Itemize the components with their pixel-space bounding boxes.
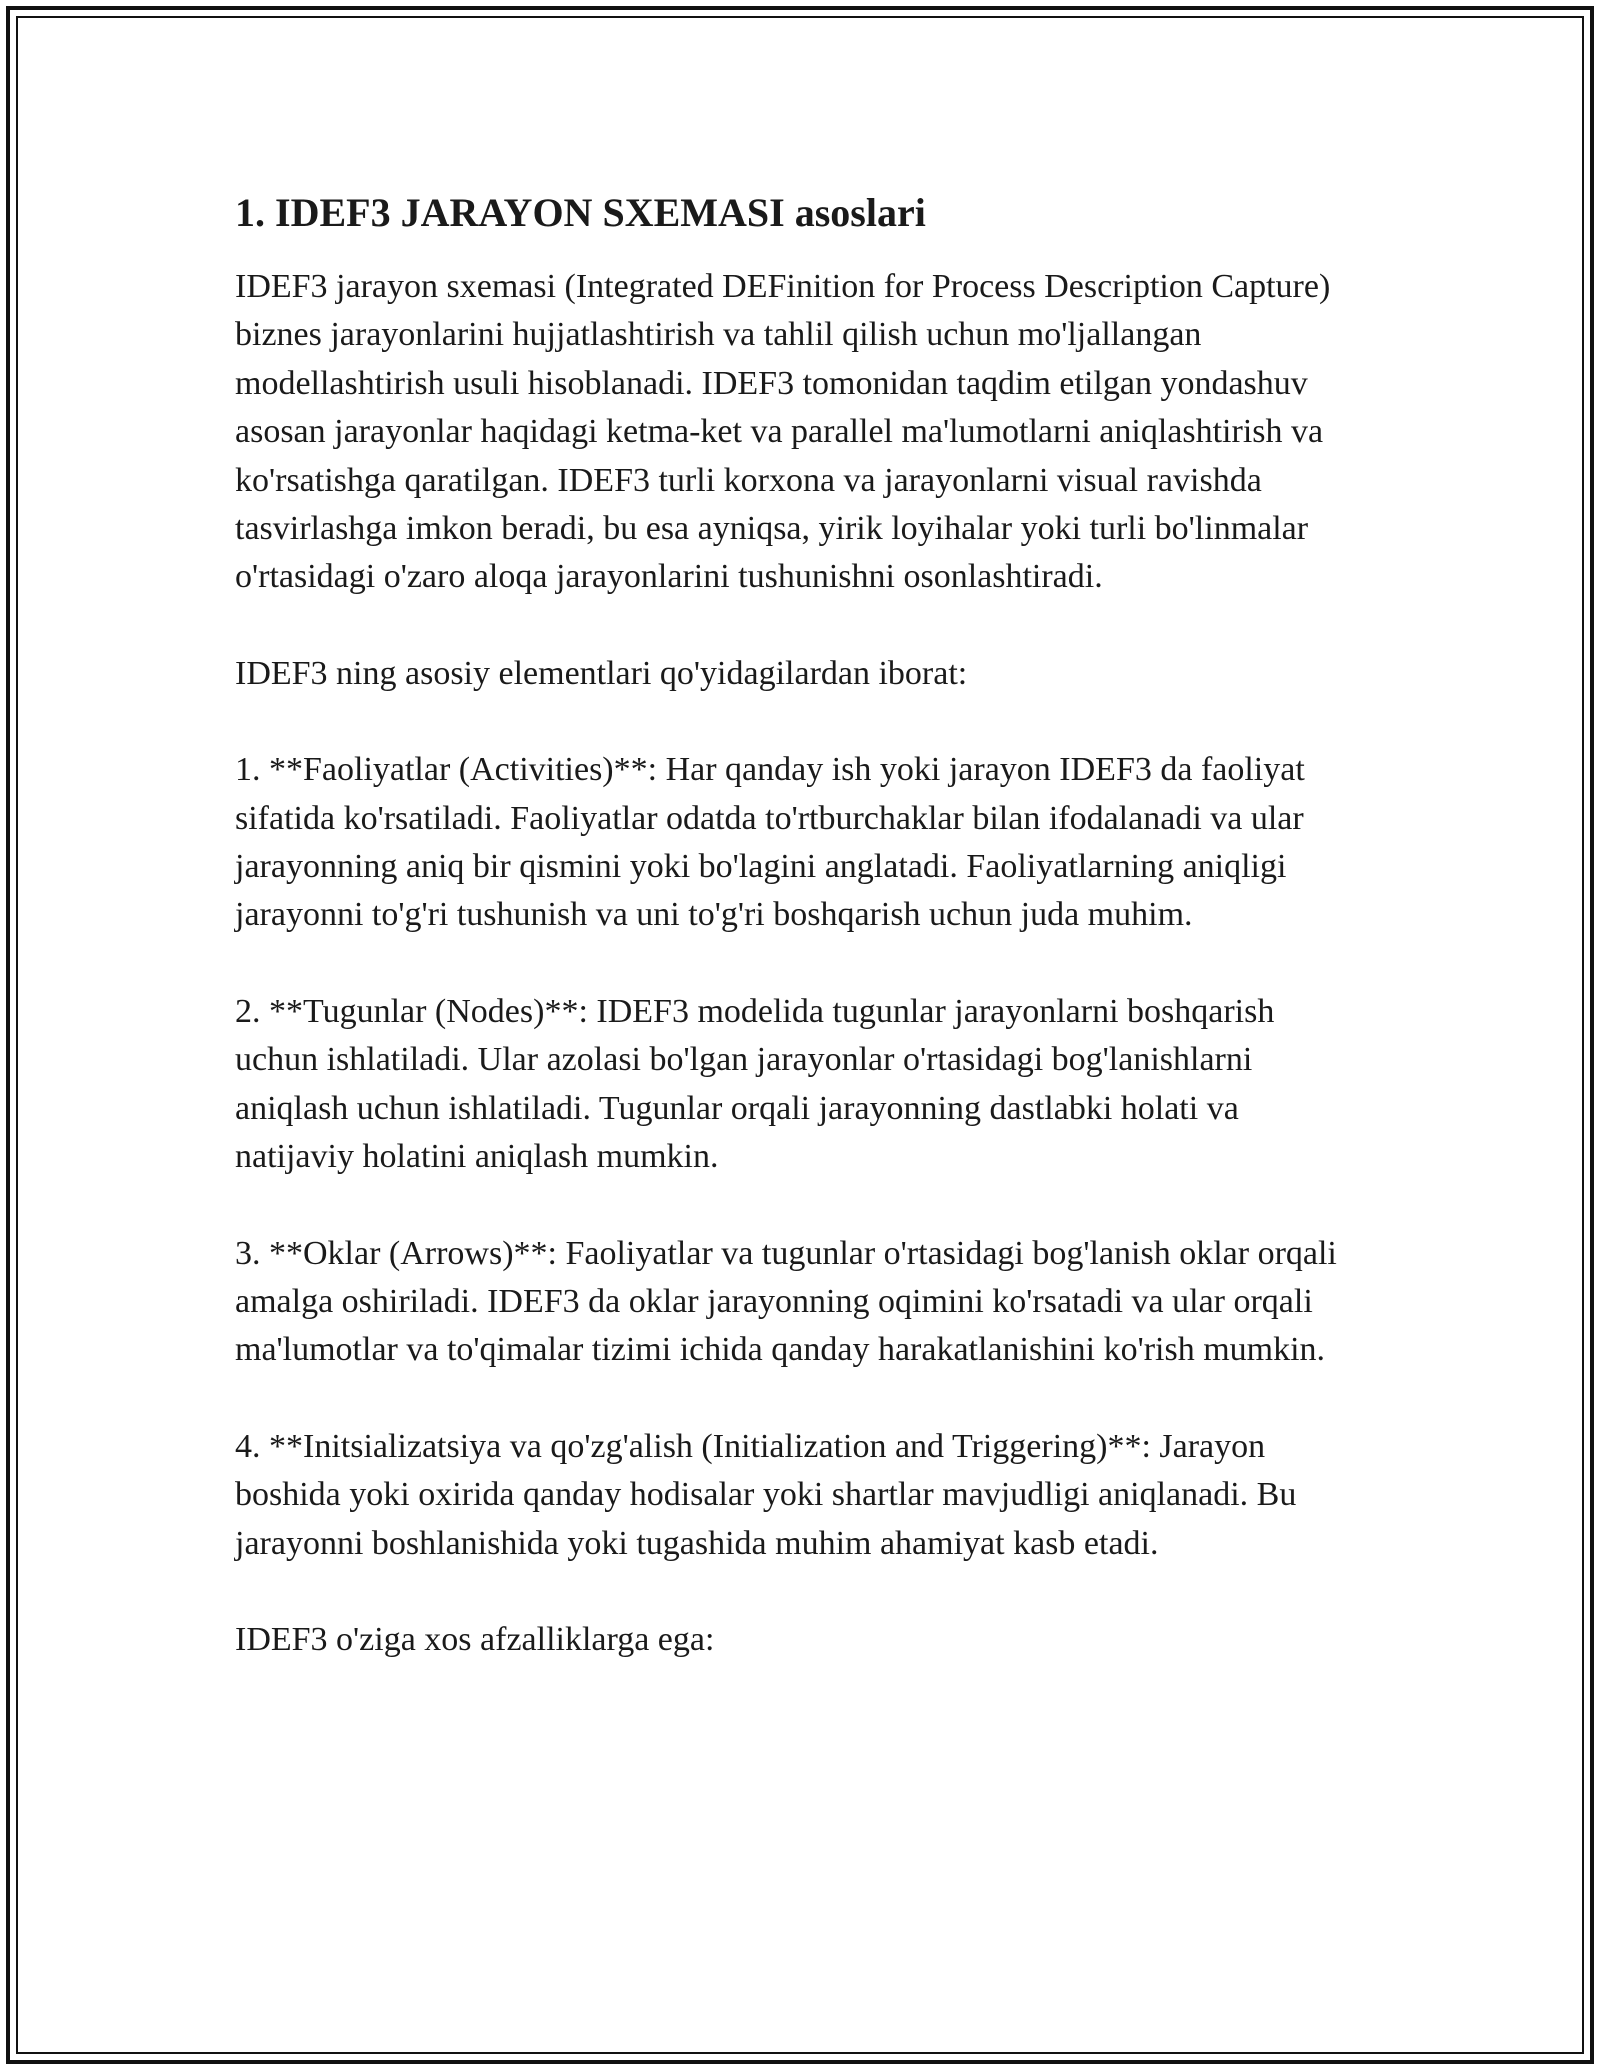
nodes-paragraph: 2. **Tugunlar (Nodes)**: IDEF3 modelida tugunlar jarayonlarni boshqarish uchun ishlatiladi. Ular azolasi bo'lgan jarayonlar o'rtasidagi bog'lanishlarni aniqlash uchun ishlatiladi. Tugunlar orqali jarayonning dastlabki holati va natijaviy holatini aniqlash mumkin. <box>235 992 1275 1176</box>
intro-paragraph: IDEF3 jarayon sxemasi (Integrated DEFinition for Process Description Capture) biznes jarayonlarini hujjatlashtirish va tahlil qilish uchun mo'ljallangan modellashtirish usuli hisoblanadi. IDEF3 tomonidan taqdim etilgan yondashuv asosan jarayonlar haqidagi ketma-ket va parallel ma'lumotlarni aniqlashtirish va ko'rsatishga qaratilgan. IDEF3 turli korxona va jarayonlarni visual ravishda tasvirlashga imkon beradi, bu esa ayniqsa, yirik loyihalar yoki turli bo'linmalar o'rtasidagi o'zaro aloqa jarayonlarini tushunishni osonlashtiradi. <box>235 268 1331 596</box>
initialization-paragraph: 4. **Initsializatsiya va qo'zg'alish (Initialization and Triggering)**: Jarayon boshida yoki oxirida qanday hodisalar yoki shartlar mavjudligi aniqlanadi. Bu jarayonni boshlanishida yoki tugashida muhim ahamiyat kasb etadi. <box>235 1427 1297 1562</box>
document-body <box>235 185 1365 1712</box>
advantages-intro-paragraph: IDEF3 o'ziga xos afzalliklarga ega: <box>235 1620 715 1658</box>
arrows-paragraph: 3. **Oklar (Arrows)**: Faoliyatlar va tugunlar o'rtasidagi bog'lanish oklar orqali amalga oshiriladi. IDEF3 da oklar jarayonning oqimini ko'rsatadi va ular orqali ma'lumotlar va to'qimalar tizimi ichida qanday harakatlanishini ko'rish mumkin. <box>235 1234 1337 1369</box>
elements-intro-paragraph: IDEF3 ning asosiy elementlari qo'yidagilardan iborat: <box>235 654 968 692</box>
activities-paragraph: 1. **Faoliyatlar (Activities)**: Har qanday ish yoki jarayon IDEF3 da faoliyat sifatida ko'rsatiladi. Faoliyatlar odatda to'rtburchaklar bilan ifodalanadi va ular jarayonning aniq bir qismini yoki bo'lagini anglatadi. Faoliyatlarning aniqligi jarayonni to'g'ri tushunish va uni to'g'ri boshqarish uchun juda muhim. <box>235 751 1305 934</box>
section-heading: 1. IDEF3 JARAYON SXEMASI asoslari <box>235 190 926 235</box>
